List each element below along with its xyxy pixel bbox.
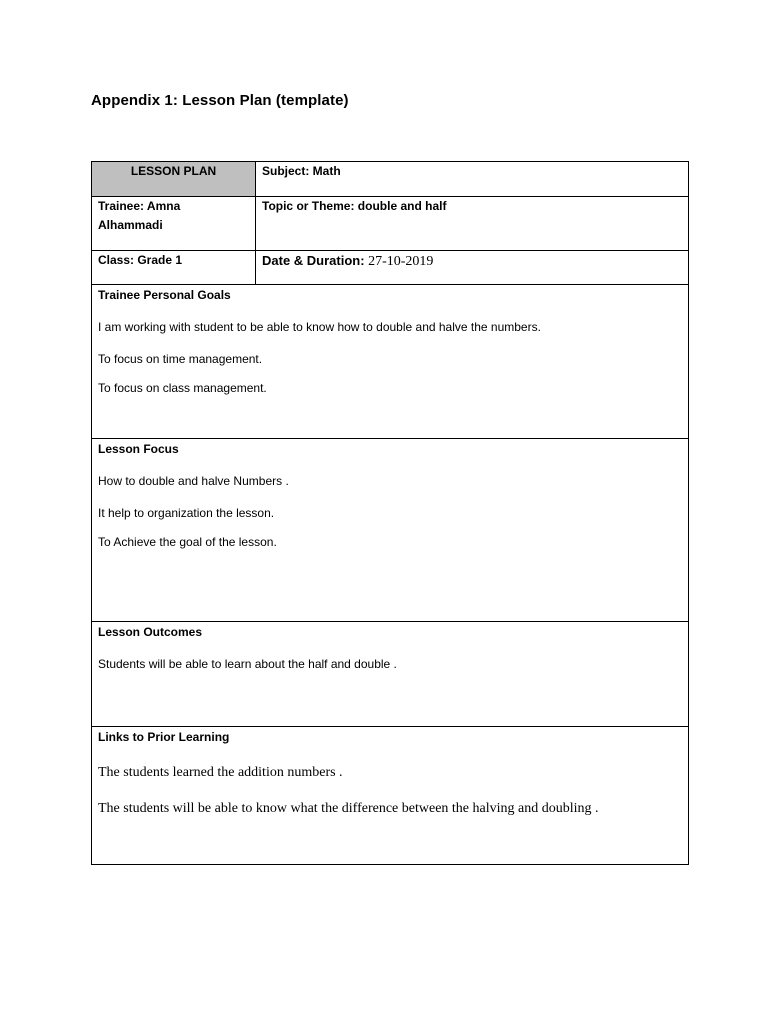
class-text: Class: Grade 1 (98, 253, 183, 267)
goals-item: I am working with student to be able to know how to double and halve the numbers. (98, 320, 541, 334)
focus-item: To Achieve the goal of the lesson. (98, 535, 277, 549)
outcomes-section (92, 622, 689, 727)
class-cell (92, 251, 256, 285)
goals-title: Trainee Personal Goals (98, 288, 231, 302)
focus-section (92, 439, 689, 622)
trainee-line-1: Trainee: Amna (98, 199, 181, 213)
subject-cell (256, 162, 689, 197)
focus-item: It help to organization the lesson. (98, 506, 275, 520)
prior-learning-section (92, 727, 689, 865)
lesson-plan-header: LESSON PLAN (130, 164, 217, 178)
table-row (92, 197, 689, 251)
goals-item: To focus on class management. (98, 381, 267, 395)
goals-item: To focus on time management. (98, 352, 263, 366)
table-row (92, 162, 689, 197)
topic-cell (256, 197, 689, 251)
date-cell (256, 251, 689, 285)
table-row (92, 727, 689, 865)
outcomes-title: Lesson Outcomes (98, 625, 203, 639)
prior-learning-item: The students will be able to know what the difference between the halving and doubling . (98, 801, 599, 816)
prior-learning-item: The students learned the addition numbers . (98, 765, 343, 780)
outcomes-item: Students will be able to learn about the half and double . (98, 657, 397, 671)
lesson-plan-table (91, 161, 689, 865)
date-label: Date & Duration: (262, 253, 365, 268)
lesson-plan-header-cell (92, 162, 256, 197)
trainee-cell (92, 197, 256, 251)
table-row (92, 622, 689, 727)
trainee-line-2: Alhammadi (98, 218, 163, 232)
date-value: 27-10-2019 (364, 254, 434, 269)
topic-text: Topic or Theme: double and half (262, 199, 447, 213)
prior-learning-title: Links to Prior Learning (98, 730, 230, 744)
goals-section (92, 285, 689, 439)
table-row (92, 251, 689, 285)
table-row (92, 439, 689, 622)
focus-item: How to double and halve Numbers . (98, 474, 289, 488)
subject-text: Subject: Math (262, 164, 341, 178)
table-row (92, 285, 689, 439)
document-title: Appendix 1: Lesson Plan (template) (91, 92, 349, 109)
focus-title: Lesson Focus (98, 442, 179, 456)
